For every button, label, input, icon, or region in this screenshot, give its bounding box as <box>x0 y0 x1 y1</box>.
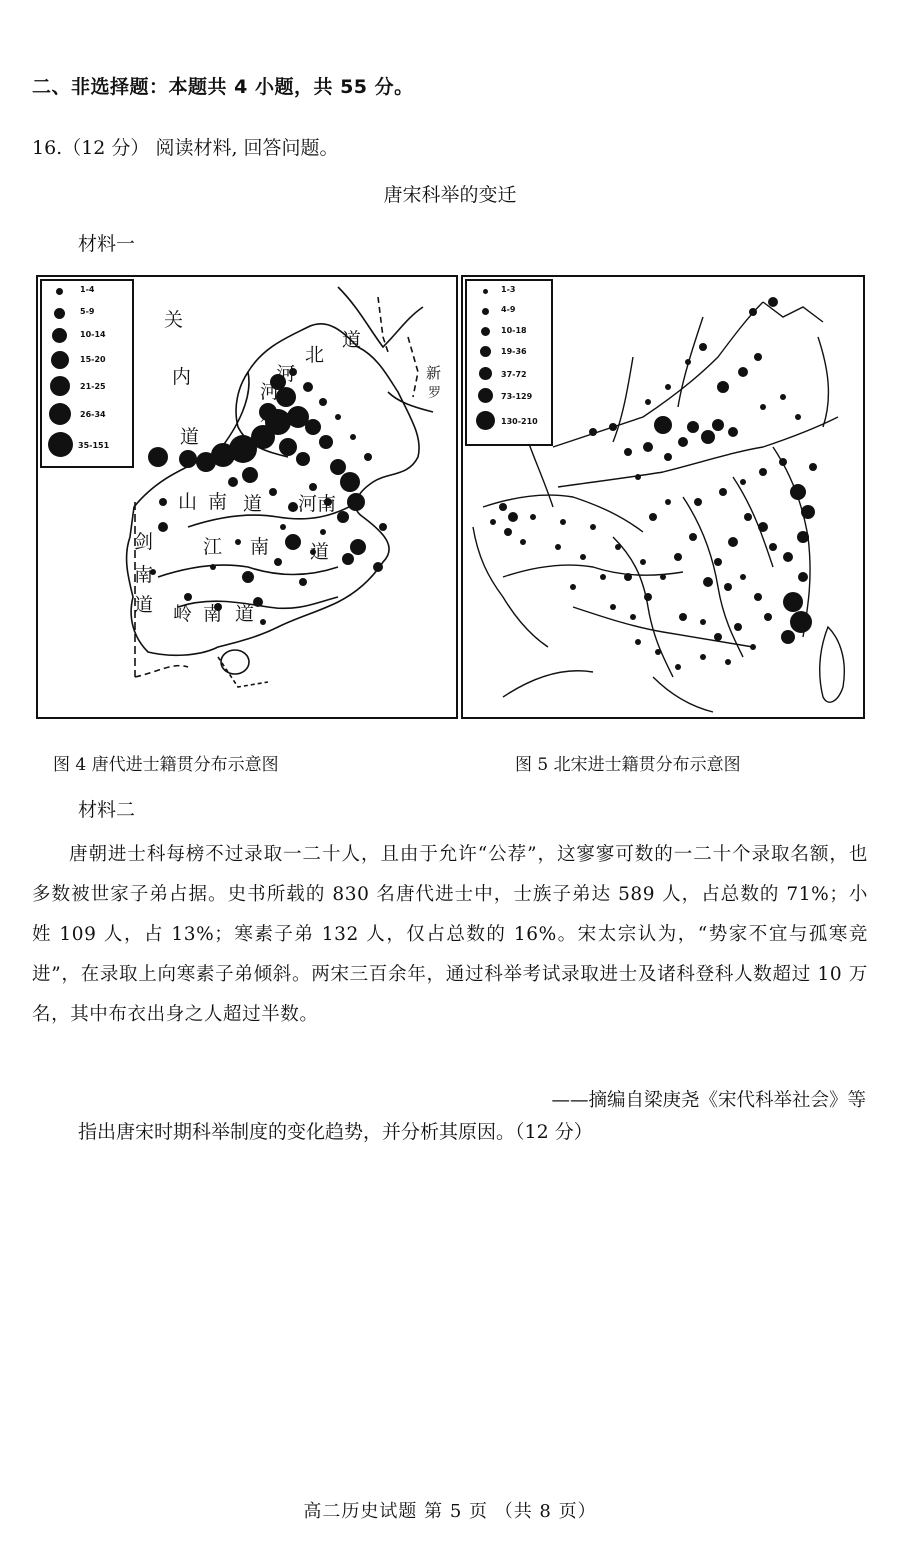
map-dot <box>687 421 699 433</box>
map-dot <box>701 430 715 444</box>
legend-label: 1-3 <box>501 285 516 294</box>
map-dot <box>253 597 263 607</box>
map-dot <box>740 574 746 580</box>
map-dot <box>260 619 266 625</box>
legend-label: 10-14 <box>80 330 106 339</box>
page-footer: 高二历史试题 第 5 页 （共 8 页） <box>303 1501 597 1522</box>
map-dot <box>520 539 526 545</box>
map-dot <box>615 544 621 550</box>
map-region-label: 内 <box>172 366 192 388</box>
map-dot <box>643 442 653 452</box>
map-dot <box>242 467 258 483</box>
map-dot <box>694 498 702 506</box>
map-region-label: 山 <box>178 491 198 513</box>
map-region-label: 道 <box>342 329 362 351</box>
map-dot <box>768 297 778 307</box>
map-dot <box>750 644 756 650</box>
legend-row <box>42 375 132 401</box>
legend-row <box>467 409 551 435</box>
legend-dot-icon <box>476 411 495 430</box>
map-dot <box>764 613 772 621</box>
map-dot <box>700 654 706 660</box>
map-dot <box>689 533 697 541</box>
map-dot <box>600 574 606 580</box>
map-dot <box>296 452 310 466</box>
map-dot <box>269 488 277 496</box>
map-dot <box>798 572 808 582</box>
map-dot <box>714 558 722 566</box>
map-region-label: 南 <box>134 564 154 586</box>
legend-label: 37-72 <box>501 370 527 379</box>
map-dot <box>319 398 327 406</box>
map-dot <box>675 664 681 670</box>
map-dot <box>665 384 671 390</box>
map-dot <box>714 633 722 641</box>
map-dot <box>379 523 387 531</box>
legend-label: 5-9 <box>80 307 95 316</box>
map-dot <box>279 438 297 456</box>
map-dot <box>490 519 496 525</box>
map-dot <box>630 614 636 620</box>
map-dot <box>610 604 616 610</box>
song-jinshi-map <box>461 275 865 719</box>
map-dot <box>274 558 282 566</box>
map-dot <box>303 382 313 392</box>
map-region-label: 新 <box>426 364 442 382</box>
map-region-label: 江 <box>203 536 223 558</box>
legend-label: 10-18 <box>501 326 527 335</box>
legend-dot-icon <box>50 376 70 396</box>
map-dot <box>337 511 349 523</box>
map-dot <box>319 435 333 449</box>
map-dot <box>640 559 646 565</box>
map-dot <box>655 649 661 655</box>
legend-label: 19-36 <box>501 347 527 356</box>
legend-dot-icon <box>48 432 73 457</box>
map-dot <box>644 593 652 601</box>
map-dot <box>624 448 632 456</box>
map-region-label: 南 <box>250 536 270 558</box>
tang-jinshi-map <box>36 275 458 719</box>
legend-dot-icon <box>56 288 63 295</box>
material-title: 唐宋科举的变迁 <box>383 184 517 206</box>
map-dot <box>635 474 641 480</box>
map-region-label: 剑 <box>134 531 154 553</box>
map-dot <box>725 659 731 665</box>
legend-row <box>42 431 132 457</box>
map-dot <box>781 630 795 644</box>
legend-dot-icon <box>51 351 69 369</box>
map-dot <box>734 623 742 631</box>
map-dot <box>738 367 748 377</box>
map-dot <box>340 472 360 492</box>
map-dot <box>783 592 803 612</box>
map-dot <box>320 529 326 535</box>
map-dot <box>717 381 729 393</box>
map-dot <box>660 574 666 580</box>
map-dot <box>504 528 512 536</box>
legend-row <box>42 349 132 375</box>
map-dot <box>158 522 168 532</box>
map-region-label: 关 <box>164 309 184 331</box>
map-dot <box>624 573 632 581</box>
map-dot <box>797 531 809 543</box>
map-dot <box>609 423 617 431</box>
legend-label: 130-210 <box>501 417 538 426</box>
legend-dot-icon <box>54 308 65 319</box>
map-region-label: 道 <box>180 426 200 448</box>
map-dot <box>373 562 383 572</box>
map-region-label: 罗 <box>428 386 442 401</box>
tang-map-caption: 图 4 唐代进士籍贯分布示意图 <box>53 755 279 775</box>
material-two-heading: 材料二 <box>78 799 136 821</box>
map-dot <box>228 477 238 487</box>
map-dot <box>654 416 672 434</box>
map-dot <box>330 459 346 475</box>
map-dot <box>712 419 724 431</box>
material-one-heading: 材料一 <box>78 233 136 255</box>
legend-dot-icon <box>483 289 488 294</box>
legend-label: 4-9 <box>501 305 516 314</box>
legend-dot-icon <box>49 403 71 425</box>
map-dot <box>364 453 372 461</box>
legend-dot-icon <box>52 328 67 343</box>
map-dot <box>570 584 576 590</box>
legend-dot-icon <box>482 308 489 315</box>
map-dot <box>728 537 738 547</box>
map-dot <box>305 419 321 435</box>
map-dot <box>760 404 766 410</box>
map-dot <box>288 502 298 512</box>
map-dot <box>589 428 597 436</box>
map-dot <box>719 488 727 496</box>
map-dot <box>347 493 365 511</box>
map-dot <box>649 513 657 521</box>
legend-dot-icon <box>479 367 492 380</box>
map-region-label: 东 <box>260 407 276 425</box>
map-dot <box>809 463 817 471</box>
map-region-label: 岭 <box>173 603 193 625</box>
map-dot <box>749 308 757 316</box>
map-dot <box>342 553 354 565</box>
question-task: 指出唐宋时期科举制度的变化趋势，并分析其原因。（12 分） <box>78 1121 593 1143</box>
map-dot <box>299 578 307 586</box>
map-dot <box>335 414 341 420</box>
section-title: 二、非选择题：本题共 4 小题，共 55 分。 <box>32 76 414 98</box>
map-dot <box>783 552 793 562</box>
map-dot <box>242 571 254 583</box>
map-dot <box>645 399 651 405</box>
map-region-label: 道 <box>310 541 330 563</box>
legend-dot-icon <box>481 327 490 336</box>
map-dot <box>801 505 815 519</box>
map-dot <box>700 619 706 625</box>
map-dot <box>530 514 536 520</box>
map-dot <box>635 639 641 645</box>
map-dot <box>685 359 691 365</box>
map-dot <box>555 544 561 550</box>
map-dot <box>758 522 768 532</box>
map-region-label: 道 <box>235 603 255 625</box>
map-dot <box>679 613 687 621</box>
legend-row <box>42 402 132 428</box>
map-region-label: 河 <box>276 363 296 385</box>
map-dot <box>754 353 762 361</box>
map-dot <box>699 343 707 351</box>
map-dot <box>678 437 688 447</box>
map-region-label: 道 <box>243 493 263 515</box>
legend-label: 21-25 <box>80 382 106 391</box>
map-dot <box>780 394 786 400</box>
tang-map-legend <box>40 279 134 468</box>
map-region-label: 河南 <box>298 493 337 515</box>
legend-dot-icon <box>478 388 493 403</box>
question-number-line: 16.（12 分） 阅读材料, 回答问题。 <box>32 137 339 159</box>
map-dot <box>769 543 777 551</box>
map-dot <box>759 468 767 476</box>
map-region-label: 河 <box>260 381 280 403</box>
legend-label: 15-20 <box>80 355 106 364</box>
map-dot <box>665 499 671 505</box>
map-dot <box>754 593 762 601</box>
map-dot <box>664 453 672 461</box>
map-dot <box>499 503 507 511</box>
song-map-caption: 图 5 北宋进士籍贯分布示意图 <box>515 755 741 775</box>
map-dot <box>728 427 738 437</box>
map-dot <box>560 519 566 525</box>
map-region-label: 道 <box>134 594 154 616</box>
map-dot <box>285 534 301 550</box>
legend-label: 1-4 <box>80 285 95 294</box>
material-two-source: ——摘编自梁庚尧《宋代科举社会》等 <box>551 1090 866 1111</box>
map-region-label: 南 <box>203 603 223 625</box>
map-dot <box>350 539 366 555</box>
map-dot <box>674 553 682 561</box>
map-dot <box>210 564 216 570</box>
map-dot <box>795 414 801 420</box>
map-dot <box>744 513 752 521</box>
legend-label: 26-34 <box>80 410 106 419</box>
legend-dot-icon <box>480 346 491 357</box>
map-dot <box>703 577 713 587</box>
map-dot <box>179 450 197 468</box>
map-dot <box>790 611 812 633</box>
material-two-paragraph: 唐朝进士科每榜不过录取一二十人，且由于允许“公荐”，这寥寥可数的一二十个录取名额，也多数被世家子弟占据。史书所载的 830 名唐代进士中，士族子弟达 589 人，占总数的 71%；小姓 109 人，占 13%；寒素子弟 132 人，仅占总数的 16%。宋太宗认为，“势家不宜与孤寒竞进”，在录取上向寒素子弟倾斜。两宋三百余年，通过科举考试录取进士及诸科登科人数超过 10 万名，其中布衣出身之人超过半数。 <box>32 844 868 1025</box>
map-dot <box>280 524 286 530</box>
map-dot <box>740 479 746 485</box>
legend-label: 35-151 <box>78 441 110 450</box>
map-dot <box>148 447 168 467</box>
map-dot <box>580 554 586 560</box>
map-dot <box>508 512 518 522</box>
map-dot <box>590 524 596 530</box>
song-map-legend <box>465 279 553 446</box>
map-dot <box>790 484 806 500</box>
map-dot <box>779 458 787 466</box>
map-region-label: 北 <box>305 344 325 366</box>
legend-label: 73-129 <box>501 392 533 401</box>
map-dot <box>159 498 167 506</box>
legend-row <box>42 325 132 351</box>
map-region-label: 南 <box>208 491 228 513</box>
map-dot <box>724 583 732 591</box>
map-dot <box>350 434 356 440</box>
map-dot <box>235 539 241 545</box>
legend-row <box>467 385 551 411</box>
